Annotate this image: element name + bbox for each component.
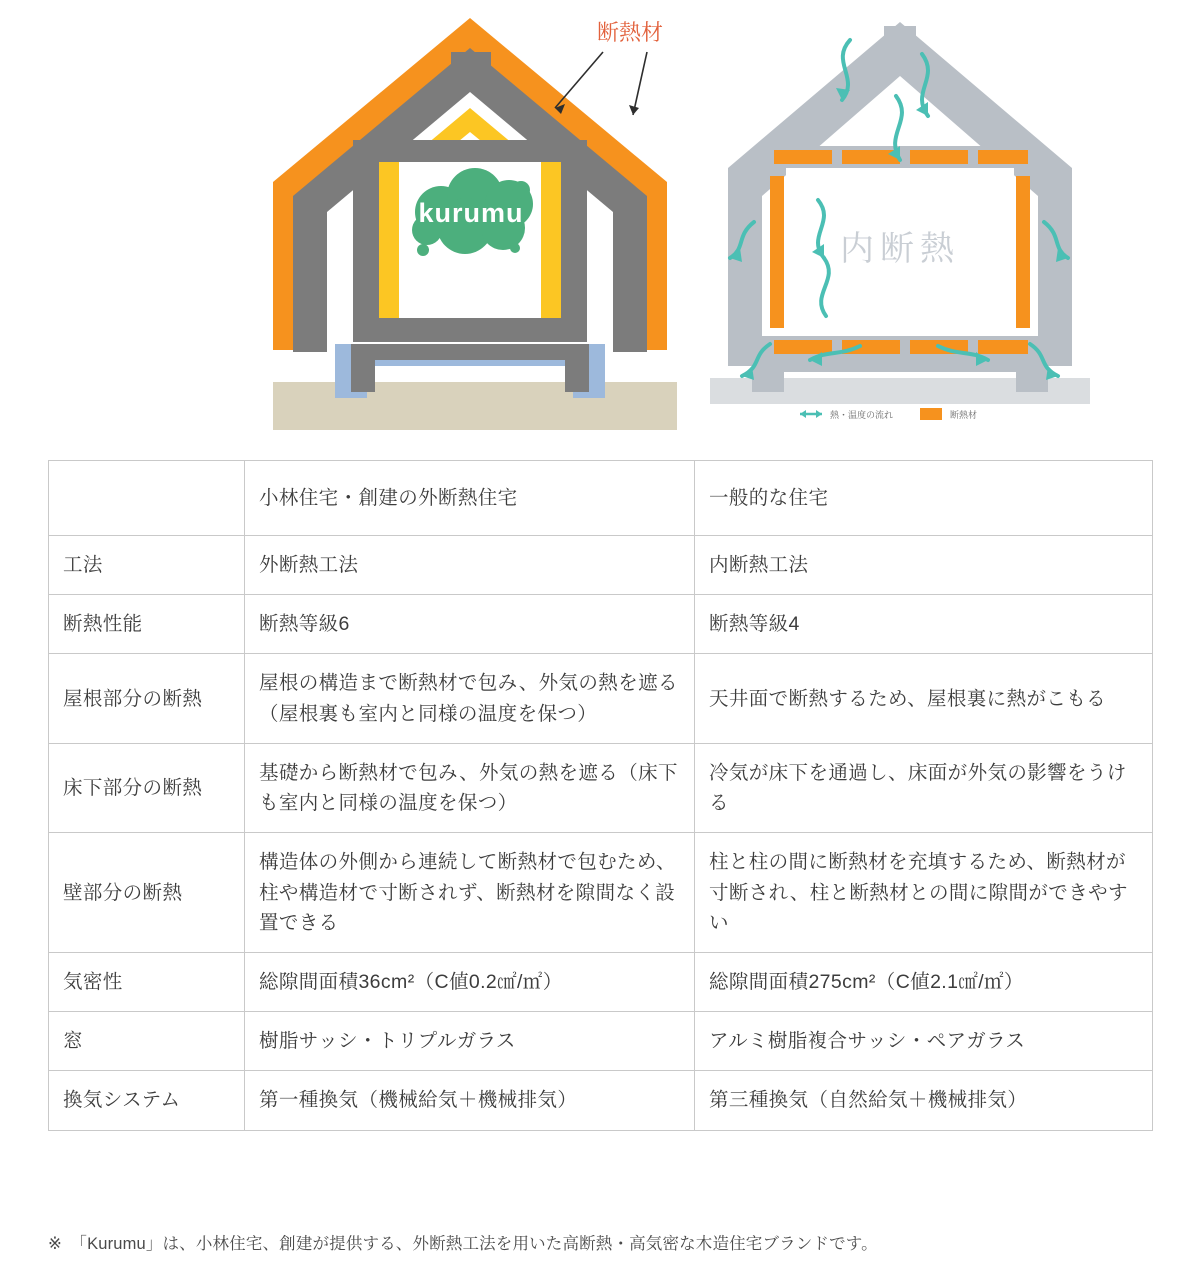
legend-insulation-label: 断熱材 <box>950 410 978 420</box>
row-value-standard: アルミ樹脂複合サッシ・ペアガラス <box>695 1012 1153 1071</box>
floor-insulation-4 <box>978 340 1028 354</box>
floor-insulation-1 <box>774 340 832 354</box>
legend-heatflow-label: 熱・温度の流れ <box>830 410 894 420</box>
ridge-block <box>884 26 916 44</box>
row-value-standard: 断熱等級4 <box>695 595 1153 654</box>
table-header-row <box>49 461 1153 536</box>
row-label: 壁部分の断熱 <box>49 833 245 953</box>
row-value-kurumu: 外断熱工法 <box>245 536 695 595</box>
table-row <box>49 833 1153 953</box>
row-value-kurumu: 樹脂サッシ・トリプルガラス <box>245 1012 695 1071</box>
ceiling-insulation-1 <box>774 150 832 164</box>
header-cell-blank <box>49 461 245 536</box>
kurumu-logo-text: kurumu <box>418 198 524 228</box>
row-value-kurumu: 構造体の外側から連続して断熱材で包むため、柱や構造材で寸断されず、断熱材を隙間なく設置できる <box>245 833 695 953</box>
floor-insulation-2 <box>842 340 900 354</box>
table-row <box>49 952 1153 1011</box>
table-row <box>49 595 1153 654</box>
row-value-kurumu: 基礎から断熱材で包み、外気の熱を遮る（床下も室内と同様の温度を保つ） <box>245 743 695 832</box>
row-value-standard: 内断熱工法 <box>695 536 1153 595</box>
floor-band <box>353 318 587 342</box>
exterior-insulation-diagram <box>255 0 695 455</box>
row-value-standard: 総隙間面積275cm²（C値2.1㎠/㎡） <box>695 952 1153 1011</box>
header-cell-kurumu: 小林住宅・創建の外断熱住宅 <box>245 461 695 536</box>
table-row <box>49 743 1153 832</box>
inner-wall-right <box>561 140 587 340</box>
wall-insulation-left <box>379 162 399 332</box>
row-value-kurumu: 屋根の構造まで断熱材で包み、外気の熱を遮る（屋根裏も室内と同様の温度を保つ） <box>245 654 695 743</box>
footnote: ※ 「Kurumu」は、小林住宅、創建が提供する、外断熱工法を用いた高断熱・高気密な木造住宅ブランドです。 <box>48 1235 878 1253</box>
table-row <box>49 536 1153 595</box>
comparison-table <box>48 460 1153 1131</box>
inner-ceiling-band <box>353 140 587 162</box>
wall-insulation-right <box>541 162 561 332</box>
interior-insulation-diagram <box>700 0 1100 455</box>
table-row <box>49 1012 1153 1071</box>
wall-insulation-left <box>770 176 784 328</box>
callout-leader-1 <box>555 52 603 108</box>
row-label: 気密性 <box>49 952 245 1011</box>
callout-leader-2 <box>633 52 647 115</box>
row-label: 換気システム <box>49 1071 245 1130</box>
row-value-standard: 天井面で断熱するため、屋根裏に熱がこもる <box>695 654 1153 743</box>
row-label: 工法 <box>49 536 245 595</box>
wall-insulation-right <box>1016 176 1030 328</box>
row-value-standard: 柱と柱の間に断熱材を充填するため、断熱材が寸断され、柱と断熱材との間に隙間ができやすい <box>695 833 1153 953</box>
table-row <box>49 1071 1153 1130</box>
ceiling-insulation-4 <box>978 150 1028 164</box>
row-value-standard: 第三種換気（自然給気＋機械排気） <box>695 1071 1153 1130</box>
ceiling-insulation-3 <box>910 150 968 164</box>
interior-insulation-watermark: 内断熱 <box>840 230 960 268</box>
row-value-kurumu: 第一種換気（機械給気＋機械排気） <box>245 1071 695 1130</box>
row-label: 屋根部分の断熱 <box>49 654 245 743</box>
diagram-legend <box>800 408 977 420</box>
header-cell-standard: 一般的な住宅 <box>695 461 1153 536</box>
row-value-kurumu: 総隙間面積36cm²（C値0.2㎠/㎡） <box>245 952 695 1011</box>
row-label: 窓 <box>49 1012 245 1071</box>
row-label: 床下部分の断熱 <box>49 743 245 832</box>
row-value-standard: 冷気が床下を通過し、床面が外気の影響をうける <box>695 743 1153 832</box>
ground-strip <box>273 382 677 430</box>
row-value-kurumu: 断熱等級6 <box>245 595 695 654</box>
illustrations-area <box>0 0 1200 455</box>
row-label: 断熱性能 <box>49 595 245 654</box>
table-row <box>49 654 1153 743</box>
ridge-block <box>451 52 491 74</box>
callout-arrow-2 <box>629 105 639 115</box>
insulation-callout-label: 断熱材 <box>597 20 664 45</box>
inner-wall-left <box>353 140 379 340</box>
